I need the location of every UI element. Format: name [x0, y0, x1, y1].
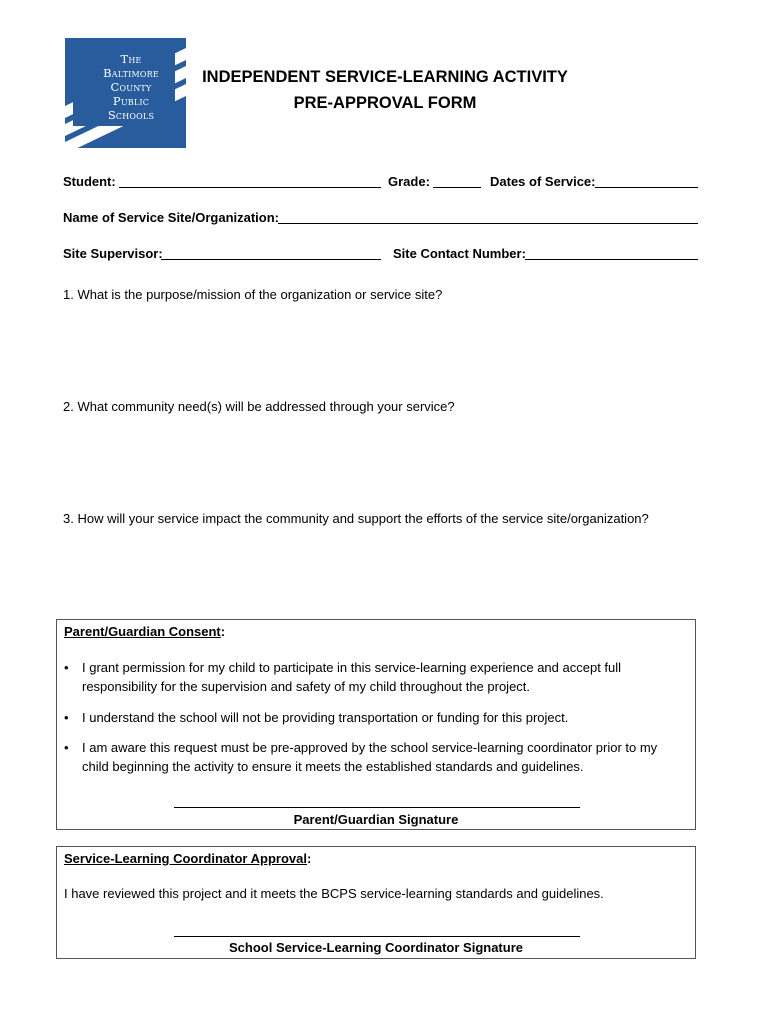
question-3: 3. How will your service impact the community and support the efforts of the service site/organization? — [63, 511, 649, 526]
supervisor-label: Site Supervisor: — [63, 246, 163, 261]
logo-line: Public — [112, 94, 150, 108]
logo-line: The — [120, 52, 142, 66]
coordinator-heading-colon: : — [306, 851, 312, 866]
form-subtitle: PRE-APPROVAL FORM — [293, 94, 477, 112]
bcps-logo — [65, 38, 186, 148]
student-line[interactable] — [119, 173, 381, 188]
bullet-icon: • — [64, 710, 69, 725]
consent-item-line: responsibility for the supervision and safety of my child throughout the project. — [82, 679, 531, 694]
parent-signature-line[interactable] — [174, 807, 580, 808]
supervisor-line[interactable] — [161, 245, 381, 260]
contact-label: Site Contact Number: — [393, 246, 526, 261]
consent-item-line: I am aware this request must be pre-approved by the school service-learning coordinator prior to my — [82, 740, 658, 755]
contact-field — [393, 246, 526, 261]
dates-line[interactable] — [595, 173, 698, 188]
site-name-line[interactable] — [278, 209, 698, 224]
consent-heading-colon: : — [220, 624, 226, 639]
dates-field — [490, 174, 596, 189]
site-name-label: Name of Service Site/Organization: — [63, 210, 280, 225]
dates-label: Dates of Service: — [490, 174, 596, 189]
consent-item-line: I grant permission for my child to participate in this service-learning experience and accept full — [82, 660, 622, 675]
coordinator-signature-label: School Service-Learning Coordinator Signature — [229, 940, 523, 955]
coordinator-heading — [64, 851, 311, 866]
logo-line: County — [110, 80, 152, 94]
site-name-field — [63, 210, 279, 225]
form-title: INDEPENDENT SERVICE-LEARNING ACTIVITY — [202, 68, 568, 86]
consent-item-line: child beginning the activity to ensure it meets the established standards and guidelines. — [82, 759, 584, 774]
supervisor-field — [63, 246, 163, 261]
coordinator-statement: I have reviewed this project and it meets the BCPS service-learning standards and guidelines. — [64, 886, 604, 901]
question-2: 2. What community need(s) will be addressed through your service? — [63, 399, 455, 414]
logo-line: Schools — [107, 108, 155, 122]
parent-signature-label: Parent/Guardian Signature — [293, 812, 459, 827]
coordinator-approval-box — [56, 846, 696, 959]
question-1: 1. What is the purpose/mission of the organization or service site? — [63, 287, 443, 302]
consent-item-line: I understand the school will not be providing transportation or funding for this project. — [82, 710, 569, 725]
grade-label: Grade: — [388, 174, 430, 189]
contact-line[interactable] — [525, 245, 698, 260]
grade-line[interactable] — [433, 173, 481, 188]
coordinator-heading-text: Service-Learning Coordinator Approval — [64, 851, 307, 866]
parent-consent-box — [56, 619, 696, 830]
student-field — [63, 174, 116, 189]
bullet-icon: • — [64, 660, 69, 675]
bullet-icon: • — [64, 740, 69, 755]
consent-heading-text: Parent/Guardian Consent — [64, 624, 221, 639]
consent-heading — [64, 624, 225, 639]
student-label: Student: — [63, 174, 116, 189]
grade-field — [388, 174, 430, 189]
logo-line: Baltimore — [103, 66, 159, 80]
coordinator-signature-line[interactable] — [174, 936, 580, 937]
